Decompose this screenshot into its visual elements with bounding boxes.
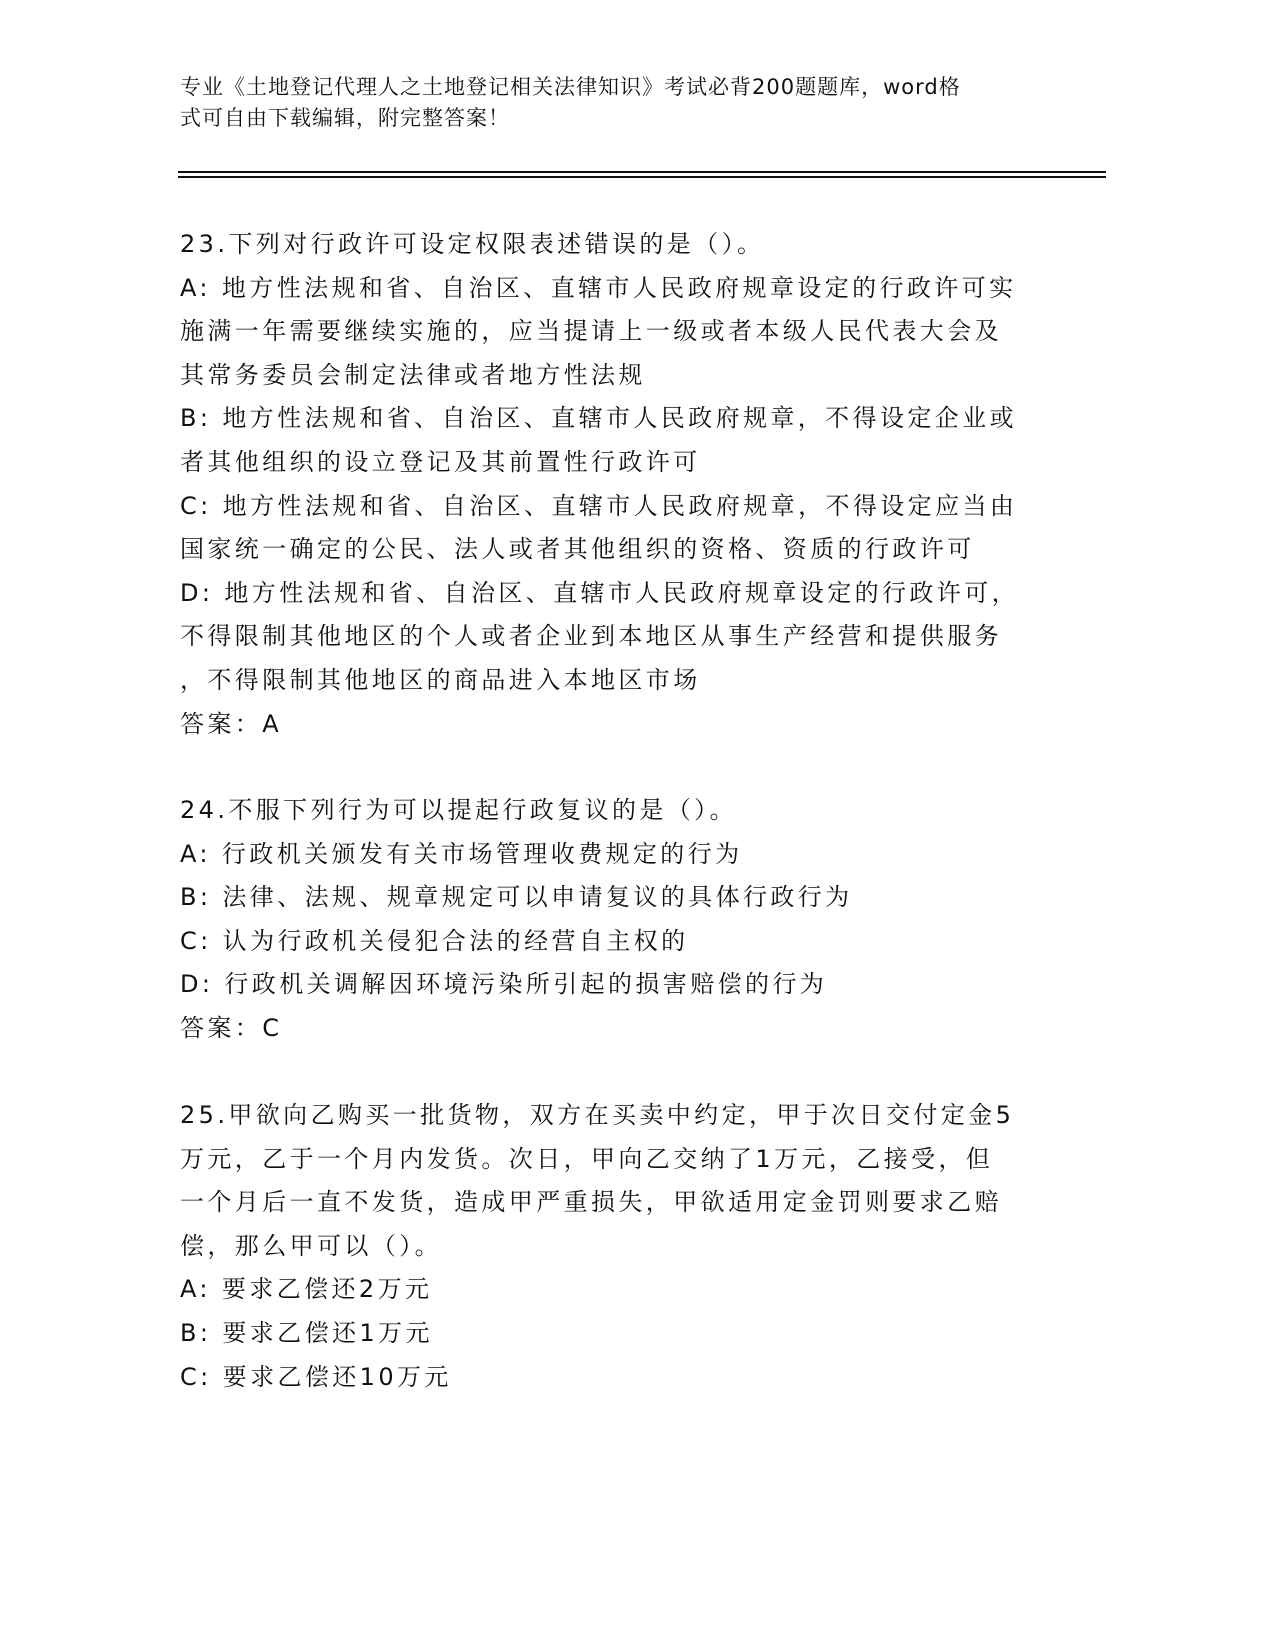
- answer: 答案：A: [180, 709, 283, 738]
- option-b-cont: 者其他组织的设立登记及其前置性行政许可: [180, 447, 701, 476]
- option-a-cont: 施满一年需要继续实施的，应当提请上一级或者本级人民代表大会及: [180, 317, 1002, 346]
- question-24: [180, 789, 1060, 1051]
- header-line: 专业《土地登记代理人之土地登记相关法律知识》考试必背200题题库，word格: [180, 75, 961, 99]
- question-stem-cont: 偿，那么甲可以（）。: [180, 1231, 442, 1260]
- answer: 答案：C: [180, 1013, 283, 1042]
- option-c: C: 认为行政机关侵犯合法的经营自主权的: [180, 926, 689, 955]
- divider: [178, 176, 1106, 178]
- document-header: [180, 72, 1040, 134]
- header-line: 式可自由下载编辑，附完整答案！: [180, 106, 510, 130]
- question-stem: 23.下列对行政许可设定权限表述错误的是（）。: [180, 230, 765, 258]
- question-stem: 25.甲欲向乙购买一批货物，双方在买卖中约定，甲于次日交付定金5: [180, 1101, 1015, 1129]
- option-d-cont: 不得限制其他地区的个人或者企业到本地区从事生产经营和提供服务: [180, 622, 1002, 651]
- question-stem: 24.不服下列行为可以提起行政复议的是（）。: [180, 796, 737, 824]
- option-b: B: 地方性法规和省、自治区、直辖市人民政府规章，不得设定企业或: [180, 404, 1017, 433]
- option-a: A: 行政机关颁发有关市场管理收费规定的行为: [180, 839, 743, 868]
- option-c-cont: 国家统一确定的公民、法人或者其他组织的资格、资质的行政许可: [180, 535, 975, 564]
- option-b: B: 法律、法规、规章规定可以申请复议的具体行政行为: [180, 883, 853, 912]
- question-stem-cont: 万元，乙于一个月内发货。次日，甲向乙交纳了1万元，乙接受，但: [180, 1144, 994, 1173]
- question-25: [180, 1094, 1060, 1399]
- option-c: C: 地方性法规和省、自治区、直辖市人民政府规章，不得设定应当由: [180, 491, 1018, 520]
- question-23: [180, 223, 1060, 746]
- option-b: B: 要求乙偿还1万元: [180, 1318, 433, 1347]
- divider: [178, 171, 1106, 173]
- option-d: D: 行政机关调解因环境污染所引起的损害赔偿的行为: [180, 970, 828, 999]
- option-a-cont: 其常务委员会制定法律或者地方性法规: [180, 360, 646, 389]
- option-d: D: 地方性法规和省、自治区、直辖市人民政府规章设定的行政许可，: [180, 578, 1019, 607]
- option-a: A: 要求乙偿还2万元: [180, 1275, 433, 1304]
- option-c: C: 要求乙偿还10万元: [180, 1362, 452, 1391]
- question-stem-cont: 一个月后一直不发货，造成甲严重损失，甲欲适用定金罚则要求乙赔: [180, 1188, 1002, 1217]
- option-a: A: 地方性法规和省、自治区、直辖市人民政府规章设定的行政许可实: [180, 273, 1017, 302]
- option-d-cont: ，不得限制其他地区的商品进入本地区市场: [180, 665, 701, 694]
